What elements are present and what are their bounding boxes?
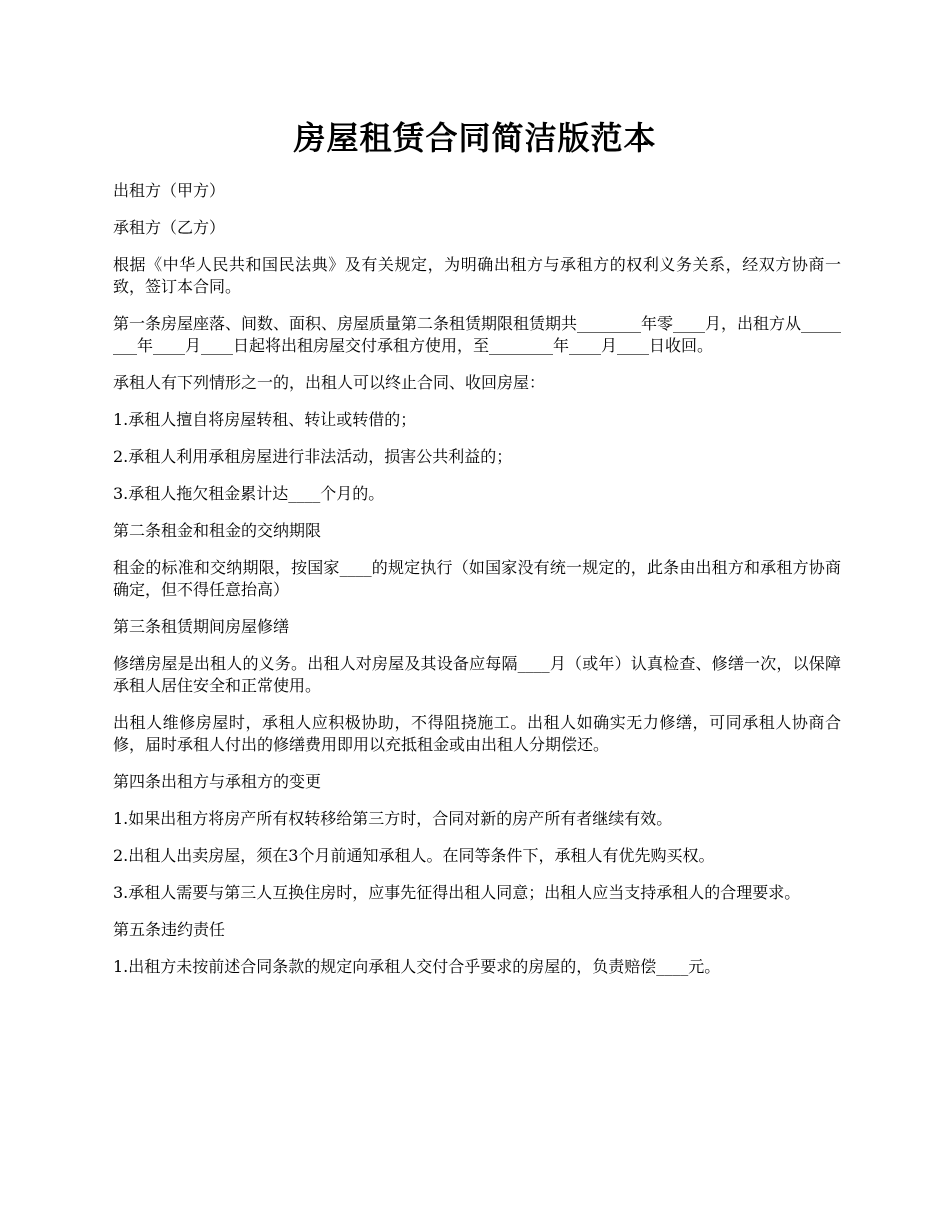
article-1-paragraph: 第一条房屋座落、间数、面积、房屋质量第二条租赁期限租赁期共________年零____月，出租方从________年____月____日起将出租房屋交付承租方使用，至________年____月____日收回。 [113,314,842,355]
document-body [113,180,841,993]
article-4-item-2: 2.出租人出卖房屋，须在3个月前通知承租人。在同等条件下，承租人有优先购买权。 [113,846,715,865]
party-b-line: 承租方（乙方） [113,218,226,237]
preamble-paragraph: 根据《中华人民共和国民法典》及有关规定，为明确出租方与承租方的权利义务关系，经双方协商一致，签订本合同。 [113,255,841,296]
termination-intro-paragraph: 承租人有下列情形之一的，出租人可以终止合同、收回房屋： [113,373,546,392]
article-2-heading: 第二条租金和租金的交纳期限 [113,521,322,540]
termination-item-1: 1.承租人擅自将房屋转租、转让或转借的； [113,410,417,429]
article-5-heading: 第五条违约责任 [113,920,226,939]
article-4-item-1: 1.如果出租方将房产所有权转移给第三方时，合同对新的房产所有者继续有效。 [113,809,673,828]
article-3-heading: 第三条租赁期间房屋修缮 [113,617,290,636]
article-5-item-1: 1.出租方未按前述合同条款的规定向承租人交付合乎要求的房屋的，负责赔偿____元。 [113,957,721,976]
article-4-item-3: 3.承租人需要与第三人互换住房时，应事先征得出租人同意；出租人应当支持承租人的合理要求。 [113,883,801,902]
article-3-paragraph-1: 修缮房屋是出租人的义务。出租人对房屋及其设备应每隔____月（或年）认真检查、修缮一次，以保障承租人居住安全和正常使用。 [113,654,841,695]
party-a-line: 出租方（甲方） [113,181,226,200]
article-2-paragraph: 租金的标准和交纳期限，按国家____的规定执行（如国家没有统一规定的，此条由出租方和承租方协商确定，但不得任意抬高） [113,558,841,599]
article-3-paragraph-2: 出租人维修房屋时，承租人应积极协助，不得阻挠施工。出租人如确实无力修缮，可同承租人协商合修，届时承租人付出的修缮费用即用以充抵租金或由出租人分期偿还。 [113,713,841,754]
termination-item-2: 2.承租人利用承租房屋进行非法活动，损害公共利益的； [113,447,513,466]
termination-item-3: 3.承租人拖欠租金累计达____个月的。 [113,484,385,503]
document-title: 房屋租赁合同简洁版范本 [293,119,657,157]
article-4-heading: 第四条出租方与承租方的变更 [113,772,322,791]
